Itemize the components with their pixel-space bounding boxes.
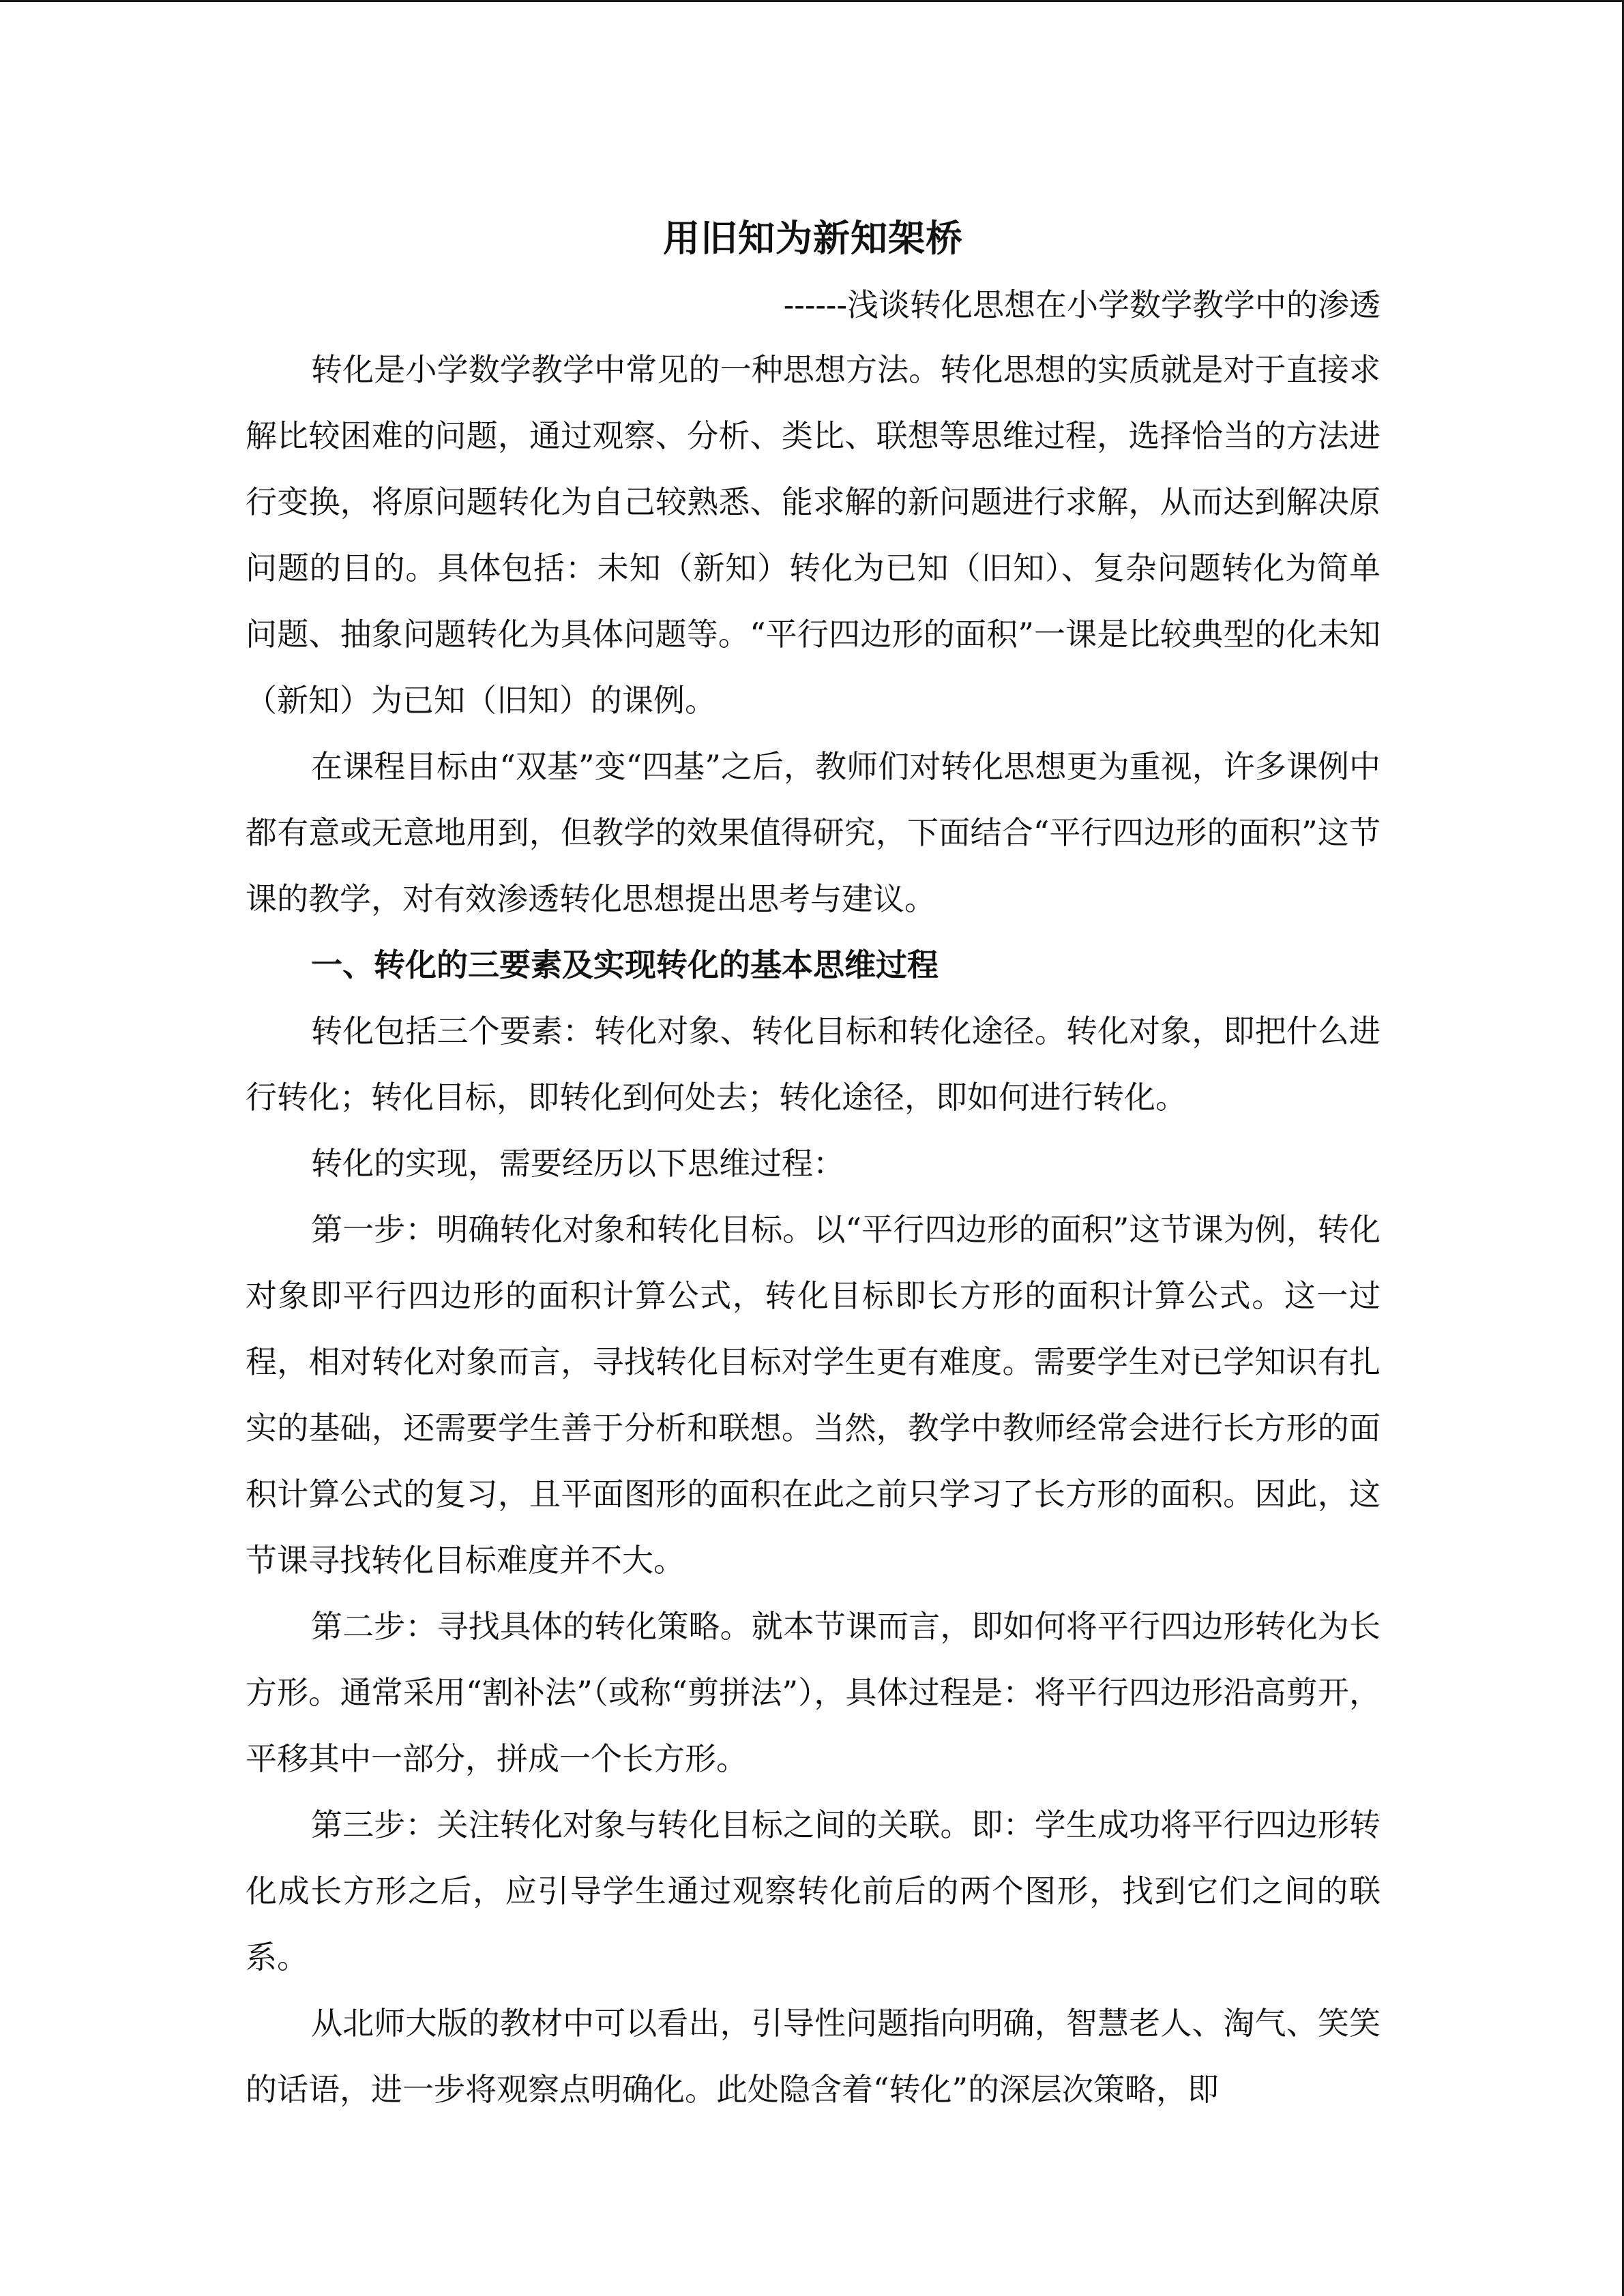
paragraph-intro: 转化是小学数学教学中常见的一种思想方法。转化思想的实质就是对于直接求解比较困难的问题，通过观察、分析、类比、联想等思维过程，选择恰当的方法进行变换，将原问题转化为自己较熟悉、能求解的新问题进行求解，从而达到解决原问题的目的。具体包括：未知（新知）转化为已知（旧知）、复杂问题转化为简单问题、抽象问题转化为具体问题等。“平行四边形的面积”一课是比较典型的化未知（新知）为已知（旧知）的课例。 — [246, 351, 1381, 719]
document-body — [246, 205, 1381, 2123]
document-subtitle: ------浅谈转化思想在小学数学教学中的渗透 — [783, 286, 1381, 323]
paragraph-step-two: 第二步：寻找具体的转化策略。就本节课而言，即如何将平行四边形转化为长方形。通常采用“割补法”（或称“剪拼法”），具体过程是：将平行四边形沿高剪开，平移其中一部分，拼成一个长方形。 — [246, 1608, 1381, 1777]
document-title: 用旧知为新知架桥 — [663, 217, 963, 260]
section-heading: 一、转化的三要素及实现转化的基本思维过程 — [311, 946, 939, 983]
page-border-top — [0, 0, 1624, 2]
paragraph-step-three: 第三步：关注转化对象与转化目标之间的关联。即：学生成功将平行四边形转化成长方形之后，应引导学生通过观察转化前后的两个图形，找到它们之间的联系。 — [246, 1806, 1381, 1976]
paragraph-process-intro: 转化的实现，需要经历以下思维过程： — [311, 1145, 844, 1182]
paragraph-textbook: 从北师大版的教材中可以看出，引导性问题指向明确，智慧老人、淘气、笑笑的话语，进一步将观察点明确化。此处隐含着“转化”的深层次策略，即 — [246, 2005, 1381, 2108]
paragraph-step-one: 第一步：明确转化对象和转化目标。以“平行四边形的面积”这节课为例，转化对象即平行四边形的面积计算公式，转化目标即长方形的面积计算公式。这一过程，相对转化对象而言，寻找转化目标对学生更有难度。需要学生对已学知识有扎实的基础，还需要学生善于分析和联想。当然，教学中教师经常会进行长方形的面积计算公式的复习，且平面图形的面积在此之前只学习了长方形的面积。因此，这节课寻找转化目标难度并不大。 — [246, 1211, 1381, 1579]
paragraph-context: 在课程目标由“双基”变“四基”之后，教师们对转化思想更为重视，许多课例中都有意或无意地用到，但教学的效果值得研究，下面结合“平行四边形的面积”这节课的教学，对有效渗透转化思想提出思考与建议。 — [246, 748, 1381, 917]
paragraph-three-elements: 转化包括三个要素：转化对象、转化目标和转化途径。转化对象，即把什么进行转化；转化目标，即转化到何处去；转化途径，即如何进行转化。 — [246, 1013, 1381, 1116]
